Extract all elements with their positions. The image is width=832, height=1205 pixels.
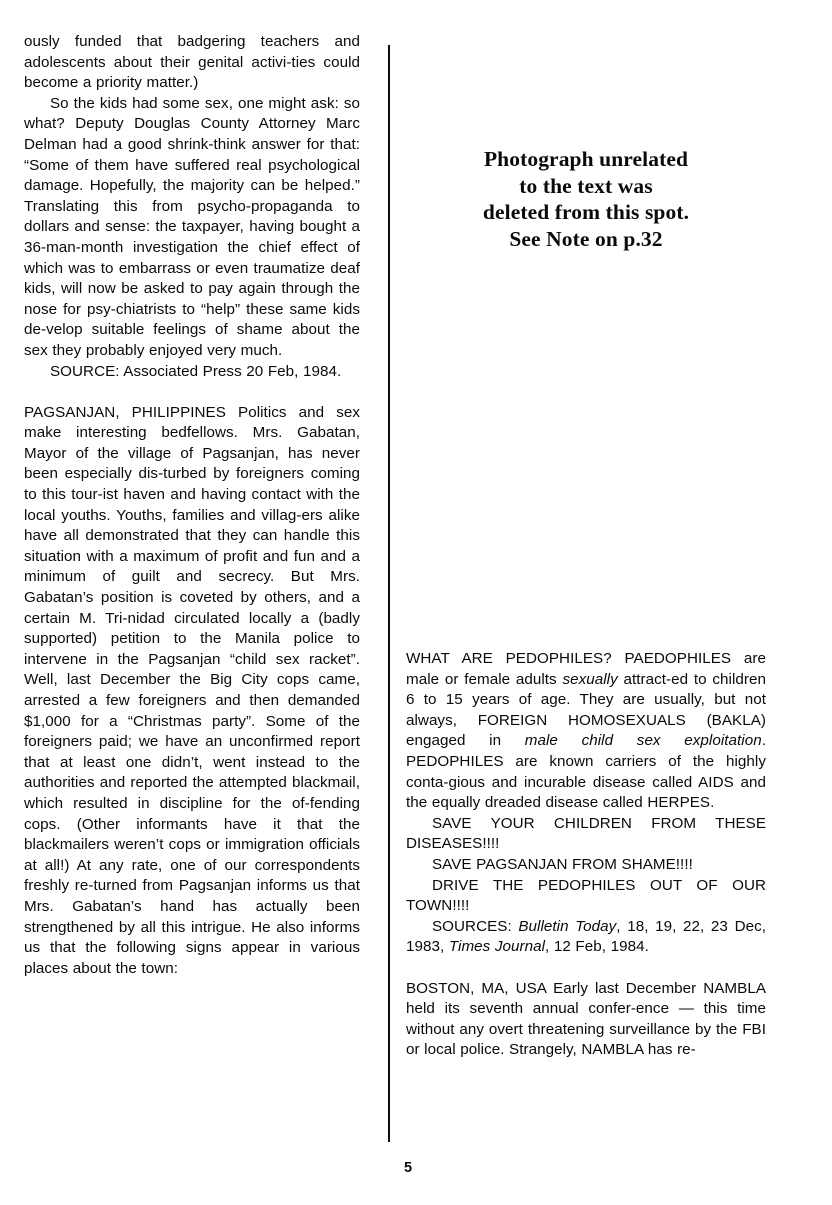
paragraph-continuation: ously funded that badgering teachers and adolescents about their genital activi-ties could become a priority matter.) [24,33,360,92]
photo-removed-note [406,146,766,252]
column-divider [388,45,390,1142]
photo-note-line-1: Photograph unrelated [483,147,689,171]
paragraph-boston-nambla: BOSTON, MA, USA Early last December NAMBLA held its seventh annual confer-ence — this time without any overt threatening surveillance by the FBI or local police. Strangely, NAMBLA has re- [406,979,766,1059]
paragraph-sources-bulletin: SOURCES: Bulletin Today, 18, 19, 22, 23 Dec, 1983, Times Journal, 12 Feb, 1984. [406,917,766,956]
photo-note-line-4: See Note on p.32 [509,226,663,251]
photo-note-line-2: to the text was [519,173,653,198]
paragraph-omaha-commentary: So the kids had some sex, one might ask: so what? Deputy Douglas County Attorney Marc Delman had a good shrink-think answer for that: “Some of them have suffered real psychological damage. Hopefully, the majority can be helped.” Translating this from psycho-propaganda to dollars and sense: the taxpayer, having bought a 36-man-month investigation the chief effect of which was to embarrass or even traumatize deaf kids, will now be asked to pay again through the nose for psy-chiatrists to “help” these same kids de-velop suitable feelings of shame about the sex they probably enjoyed very much. [24,94,360,359]
left-text-column [24,32,360,979]
page-number: 5 [403,1160,413,1176]
paragraph-what-are-pedophiles: WHAT ARE PEDOPHILES? PAEDOPHILES are male or female adults sexually attract-ed to children 6 to 15 years of age. They are usually, but not always, FOREIGN HOMOSEXUALS (BAKLA) engaged in male child sex exploitation. PEDOPHILES are known carriers of the highly conta-gious and incurable disease called AIDS and the equally dreaded disease called HERPES. [406,650,766,812]
paragraph-save-pagsanjan: SAVE PAGSANJAN FROM SHAME!!!! [432,855,693,873]
paragraph-drive-out: DRIVE THE PEDOPHILES OUT OF OUR TOWN!!!! [406,876,766,915]
paragraph-pagsanjan-story: PAGSANJAN, PHILIPPINES Politics and sex make interesting bedfellows. Mrs. Gabatan, Mayor of the village of Pagsanjan, has never been especially dis-turbed by foreigners coming to this tour-ist haven and having contact with the local youths. Youths, families and villag-ers alike have all demonstrated that they can handle this situation with a maximum of profit and fun and a minimum of guilt and secrecy. But Mrs. Gabatan’s position is coveted by others, and a certain M. Tri-nidad circulated locally a (badly supported) petition to the Manila police to intervene in the Pagsanjan “child sex racket”. Well, last December the Big City cops came, arrested a few foreigners and then demanded $1,000 for a “Christmas party”. Some of the foreigners paid; we have an unconfirmed report that at least one didn’t, went instead to the authorities and reported the attempted blackmail, which resulted in discipline for the of-fending cops. (Other informants have it that the blackmailers weren’t cops or immigration officials at all!) At any rate, one of our correspondents freshly re-turned from Pagsanjan informs us that Mrs. Gabatan’s hand has actually been strengthened by all this intrigue. He also informs us that the following signs appear in various places about the town: [24,403,360,977]
paragraph-source-ap: SOURCE: Associated Press 20 Feb, 1984. [50,362,342,380]
paragraph-save-children: SAVE YOUR CHILDREN FROM THESE DISEASES!!!! [406,814,766,853]
photo-note-line-3: deleted from this spot. [482,200,690,224]
right-text-column [406,649,766,1061]
